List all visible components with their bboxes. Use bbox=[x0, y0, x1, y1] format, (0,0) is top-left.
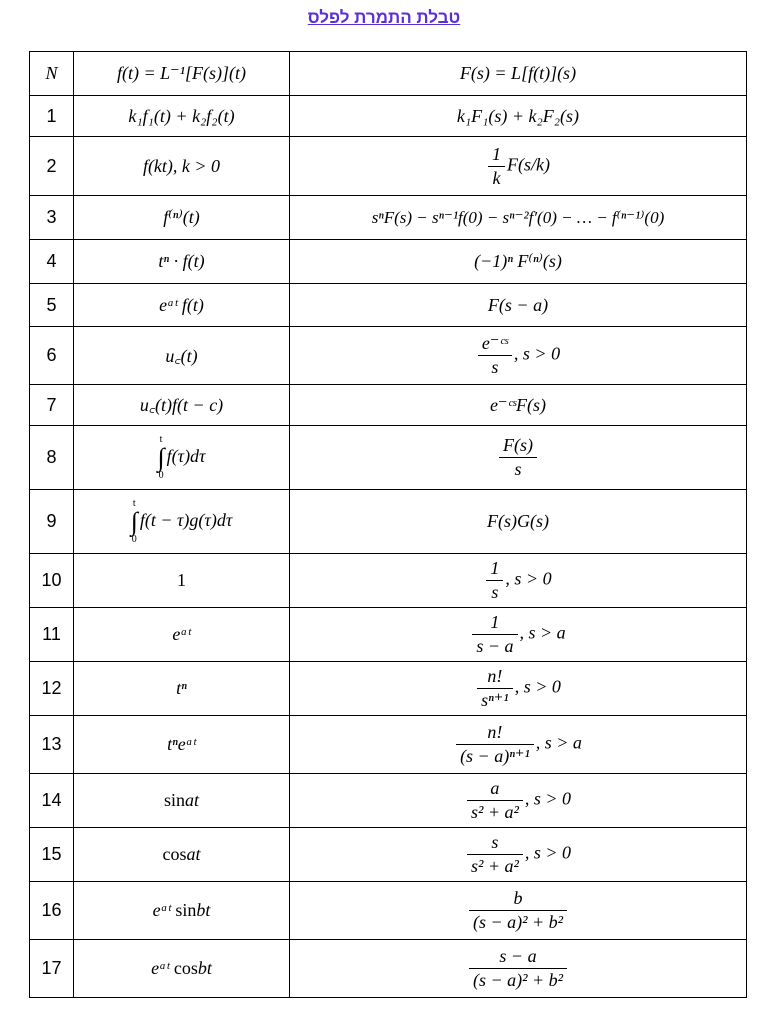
table-row bbox=[30, 940, 747, 998]
time-function: eᵃᵗ sinbt bbox=[74, 882, 290, 940]
row-number: 16 bbox=[30, 882, 74, 940]
table-row bbox=[30, 882, 747, 940]
row-number: 11 bbox=[30, 608, 74, 662]
transform: $\frac{1}{s}$ , s > 0 bbox=[290, 554, 747, 608]
table-row bbox=[30, 774, 747, 828]
transform: $\frac{\text{e⁻ᶜˢ}}{s}$ , s > 0 bbox=[290, 327, 747, 385]
time-function: f(kt), k > 0 bbox=[74, 137, 290, 196]
time-function: u꜀(t) bbox=[74, 327, 290, 385]
transform: $\frac{s}{\text{s² + a²}}$ , s > 0 bbox=[290, 828, 747, 882]
row-number: 15 bbox=[30, 828, 74, 882]
table-row bbox=[30, 284, 747, 327]
table-row bbox=[30, 327, 747, 385]
table-row bbox=[30, 662, 747, 716]
row-number: 5 bbox=[30, 284, 74, 327]
row-number: 17 bbox=[30, 940, 74, 998]
row-number: 9 bbox=[30, 490, 74, 554]
row-number: 4 bbox=[30, 240, 74, 284]
time-function: f⁽ⁿ⁾(t) bbox=[74, 196, 290, 240]
transform: $\frac{a}{\text{s² + a²}}$ , s > 0 bbox=[290, 774, 747, 828]
row-number: 6 bbox=[30, 327, 74, 385]
fraction: $\frac{n!}{\text{(s − a)ⁿ⁺¹}}$ bbox=[456, 722, 534, 766]
fraction: $\frac{s - a}{\text{(s − a)² + b²}}$ bbox=[469, 946, 567, 990]
page-title: טבלת התמרת לפלס bbox=[307, 8, 461, 27]
row-number: 2 bbox=[30, 137, 74, 196]
transform: sⁿF(s) − sⁿ⁻¹f(0) − sⁿ⁻²f′(0) − … − f⁽ⁿ⁻¹⁾(0) bbox=[290, 196, 747, 240]
time-function: tⁿ bbox=[74, 662, 290, 716]
time-function: t ∫ 0 f(t − τ)g(τ)dτ bbox=[74, 490, 290, 554]
table-row bbox=[30, 240, 747, 284]
table-row bbox=[30, 196, 747, 240]
row-number: 14 bbox=[30, 774, 74, 828]
table-header-row bbox=[30, 52, 747, 96]
fraction: $\frac{s}{\text{s² + a²}}$ bbox=[467, 832, 523, 876]
fraction: $\frac{1}{s - a}$ bbox=[472, 612, 517, 656]
fraction: $\frac{1}{s}$ bbox=[486, 558, 503, 602]
row-number: 7 bbox=[30, 385, 74, 426]
transform bbox=[290, 882, 747, 940]
table-row bbox=[30, 608, 747, 662]
row-number: 12 bbox=[30, 662, 74, 716]
row-number: 13 bbox=[30, 716, 74, 774]
time-function: eᵃᵗ f(t) bbox=[74, 284, 290, 327]
integral-sign: t ∫ 0 bbox=[130, 497, 138, 545]
transform: $\frac{1}{k}$ F(s/k) bbox=[290, 137, 747, 196]
transform: e⁻ᶜˢF(s) bbox=[290, 385, 747, 426]
laplace-table bbox=[29, 51, 747, 998]
time-function: u꜀(t)f(t − c) bbox=[74, 385, 290, 426]
transform bbox=[290, 426, 747, 490]
fraction: $\frac{a}{\text{s² + a²}}$ bbox=[467, 778, 523, 822]
header-fs: F(s) = L[f(t)](s) bbox=[290, 52, 747, 96]
fraction: $\frac{1}{k}$ bbox=[488, 144, 505, 188]
header-n: N bbox=[30, 52, 74, 96]
table-row bbox=[30, 385, 747, 426]
transform bbox=[290, 940, 747, 998]
fraction: $\frac{F(s)}{s}$ bbox=[499, 435, 537, 479]
fraction: $\frac{n!}{\text{sⁿ⁺¹}}$ bbox=[477, 666, 513, 710]
header-ft: f(t) = L⁻¹[F(s)](t) bbox=[74, 52, 290, 96]
transform: F(s)G(s) bbox=[290, 490, 747, 554]
table-row bbox=[30, 490, 747, 554]
table-row bbox=[30, 828, 747, 882]
time-function: cosat bbox=[74, 828, 290, 882]
table-row bbox=[30, 137, 747, 196]
transform: $\frac{n!}{\text{(s − a)ⁿ⁺¹}}$ , s > a bbox=[290, 716, 747, 774]
time-function: tⁿeᵃᵗ bbox=[74, 716, 290, 774]
transform: (−1)ⁿ F⁽ⁿ⁾(s) bbox=[290, 240, 747, 284]
transform: $\frac{1}{s - a}$ , s > a bbox=[290, 608, 747, 662]
time-function: tⁿ · f(t) bbox=[74, 240, 290, 284]
transform: k₁F₁(s) + k₂F₂(s) bbox=[290, 96, 747, 137]
transform: $\frac{n!}{\text{sⁿ⁺¹}}$ , s > 0 bbox=[290, 662, 747, 716]
transform: F(s − a) bbox=[290, 284, 747, 327]
time-function: k₁f₁(t) + k₂f₂(t) bbox=[74, 96, 290, 137]
table-row bbox=[30, 554, 747, 608]
time-function: eᵃᵗ cosbt bbox=[74, 940, 290, 998]
table-row bbox=[30, 96, 747, 137]
table-row bbox=[30, 716, 747, 774]
time-function: t ∫ 0 f(τ)dτ bbox=[74, 426, 290, 490]
time-function: 1 bbox=[74, 554, 290, 608]
table-row bbox=[30, 426, 747, 490]
time-function: eᵃᵗ bbox=[74, 608, 290, 662]
integral-sign: t ∫ 0 bbox=[157, 433, 165, 481]
row-number: 8 bbox=[30, 426, 74, 490]
fraction: $\frac{\text{e⁻ᶜˢ}}{s}$ bbox=[478, 333, 512, 377]
row-number: 1 bbox=[30, 96, 74, 137]
fraction: $\frac{b}{\text{(s − a)² + b²}}$ bbox=[469, 888, 567, 932]
time-function: sinat bbox=[74, 774, 290, 828]
row-number: 3 bbox=[30, 196, 74, 240]
row-number: 10 bbox=[30, 554, 74, 608]
